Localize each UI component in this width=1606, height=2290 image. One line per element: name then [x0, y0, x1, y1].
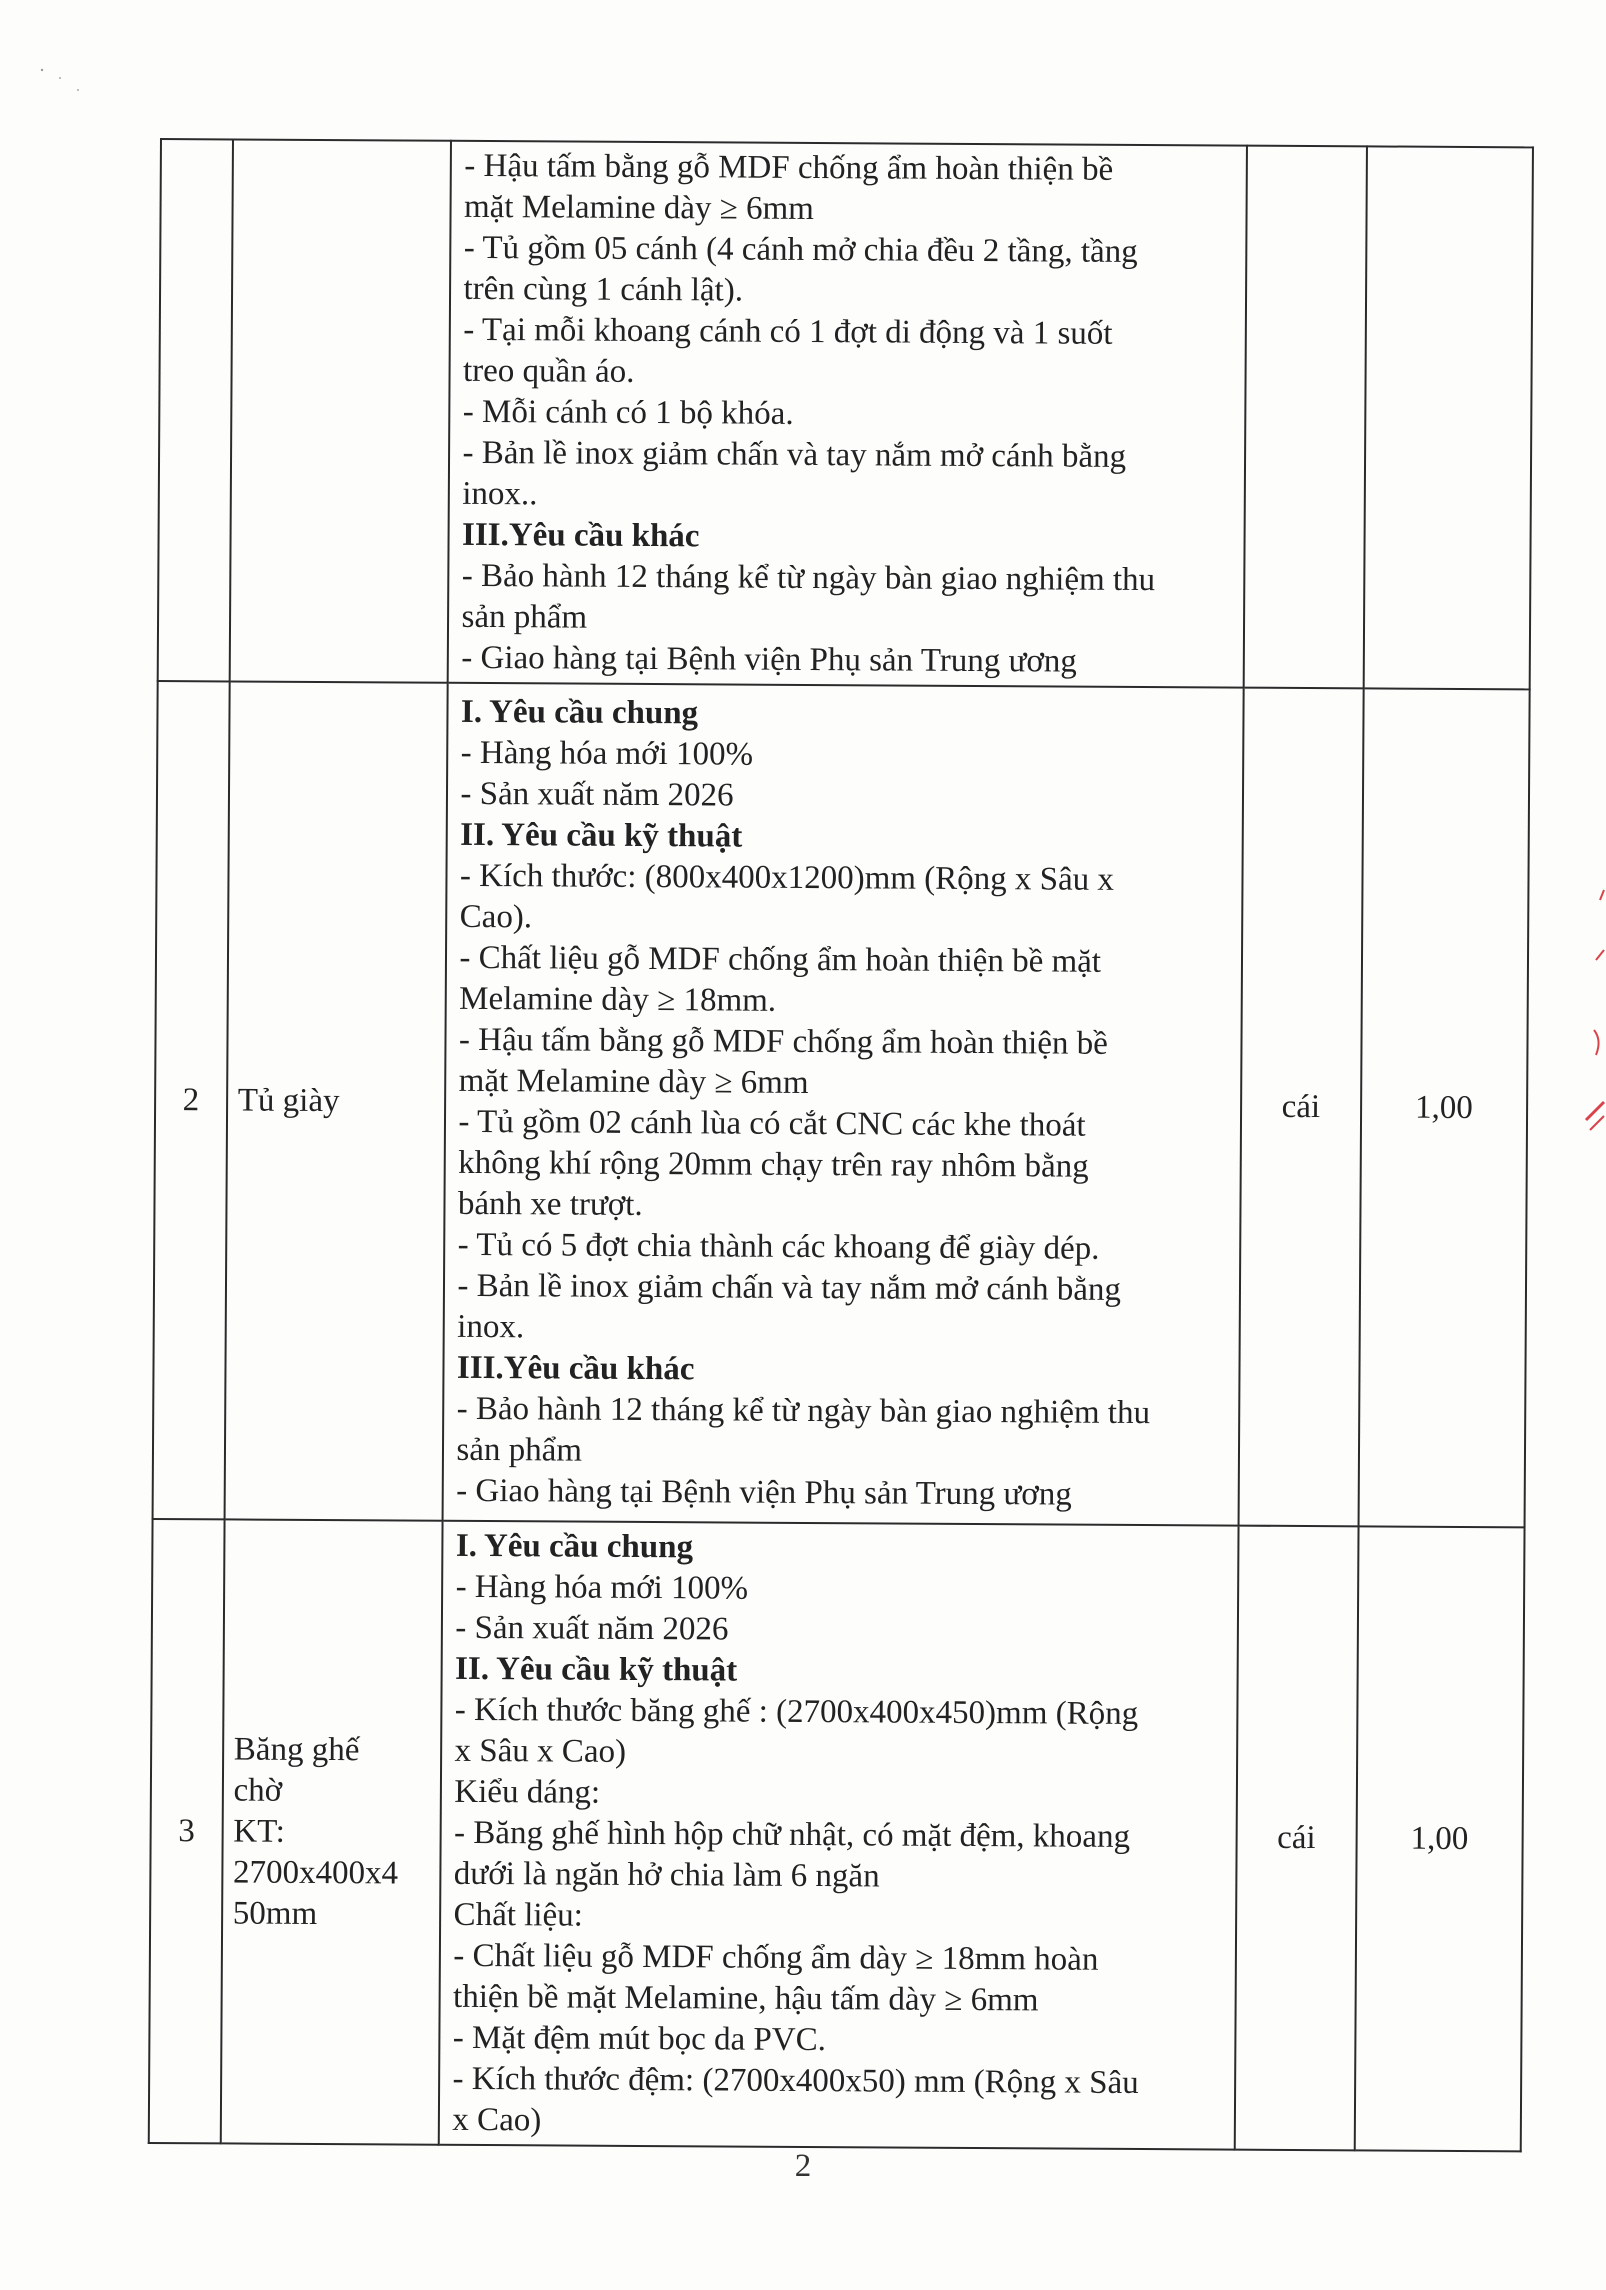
item-name-line: 50mm [232, 1894, 318, 1932]
spec-line: - Sản xuất năm 2026 [460, 775, 734, 814]
item-name-line: Băng ghế [233, 1730, 360, 1768]
scan-speck-marks [30, 60, 90, 100]
item-name-cell [224, 681, 448, 1520]
spec-line: - Tủ gồm 02 cánh lùa có cắt CNC các khe thoát [458, 1103, 1086, 1144]
item-number-cell: 3 [149, 1519, 224, 2143]
spec-section-heading: II. Yêu cầu kỹ thuật [460, 816, 743, 855]
item-specification-cell [448, 141, 1247, 688]
spec-line: - Mỗi cánh có 1 bộ khóa. [462, 393, 794, 432]
spec-line: - Bản lề inox giảm chấn và tay nắm mở cánh bằng [457, 1267, 1122, 1308]
quantity-cell [1363, 146, 1533, 689]
spec-line: x Cao) [452, 2101, 542, 2138]
spec-section-heading: II. Yêu cầu kỹ thuật [455, 1650, 738, 1689]
spec-line: - Giao hàng tại Bệnh viện Phụ sản Trung ương [461, 639, 1077, 680]
item-name-cell [229, 139, 451, 682]
table-row [149, 1519, 1525, 2151]
spec-line: Cao). [459, 898, 533, 936]
spec-line: dưới là ngăn hở chia làm 6 ngăn [453, 1855, 880, 1894]
spec-line: - Bảo hành 12 tháng kể từ ngày bàn giao nghiệm thu [461, 557, 1156, 598]
spec-section-heading: III.Yêu cầu khác [461, 516, 700, 554]
spec-line: - Kích thước đệm: (2700x400x50) mm (Rộng x Sâu [452, 2060, 1139, 2101]
item-number-cell: 2 [153, 681, 230, 1519]
spec-line: - Tủ có 5 đợt chia thành các khoang để giày dép. [457, 1226, 1100, 1267]
item-specification-cell [443, 683, 1244, 1526]
unit-cell: cái [1235, 1526, 1358, 2151]
spec-line: - Băng ghế hình hộp chữ nhật, có mặt đệm, khoang [454, 1814, 1131, 1855]
spec-line: x Sâu x Cao) [454, 1732, 627, 1770]
spec-section-heading: I. Yêu cầu chung [455, 1527, 694, 1565]
item-name-cell [220, 1519, 443, 2144]
spec-line: bánh xe trượt. [457, 1185, 643, 1223]
spec-line: không khí rộng 20mm chạy trên ray nhôm bằng [458, 1144, 1089, 1185]
spec-line: sản phẩm [456, 1431, 583, 1469]
spec-line: - Tại mỗi khoang cánh có 1 đợt di động và 1 suốt [463, 311, 1113, 352]
spec-line: inox. [457, 1308, 525, 1346]
quantity-cell: 1,00 [1358, 688, 1530, 1527]
item-number-cell [158, 139, 233, 681]
item-name-line: 2700x400x4 [232, 1853, 399, 1891]
item-name-line: Tủ giày [237, 1081, 340, 1119]
spec-line: - Chất liệu gỗ MDF chống ẩm hoàn thiện bề mặt [459, 939, 1102, 980]
page-number: 2 [794, 2148, 812, 2184]
spec-line: - Hàng hóa mới 100% [460, 734, 754, 773]
specification-table-body [149, 139, 1533, 2151]
spec-line: mặt Melamine dày ≥ 6mm [463, 188, 815, 227]
spec-line: - Sản xuất năm 2026 [455, 1609, 729, 1648]
spec-line: - Hậu tấm bằng gỗ MDF chống ẩm hoàn thiện bề [458, 1021, 1108, 1062]
item-name-line: KT: [233, 1812, 285, 1850]
spec-line: treo quần áo. [462, 352, 635, 390]
spec-line: - Giao hàng tại Bệnh viện Phụ sản Trung ương [456, 1472, 1072, 1513]
specification-table [148, 138, 1534, 2152]
spec-section-heading: I. Yêu cầu chung [460, 693, 699, 732]
spec-line: - Hàng hóa mới 100% [455, 1568, 749, 1607]
spec-line: - Tủ gồm 05 cánh (4 cánh mở chia đều 2 tầng, tầng [463, 229, 1138, 270]
unit-cell: cái [1239, 688, 1364, 1527]
spec-line: trên cùng 1 cánh lật). [463, 270, 744, 309]
spec-line: - Mặt đệm mút bọc da PVC. [452, 2019, 827, 2058]
spec-line: mặt Melamine dày ≥ 6mm [458, 1062, 809, 1101]
item-specification-cell [439, 1521, 1238, 2150]
spec-line: - Bảo hành 12 tháng kể từ ngày bàn giao nghiệm thu [456, 1390, 1151, 1432]
spec-line: - Chất liệu gỗ MDF chống ẩm dày ≥ 18mm hoàn [453, 1937, 1099, 1978]
unit-cell [1244, 146, 1367, 689]
spec-line: - Hậu tấm bằng gỗ MDF chống ẩm hoàn thiện bề [464, 147, 1114, 188]
table-row [153, 681, 1530, 1527]
spec-line: - Kích thước băng ghế : (2700x400x450)mm (Rộng [454, 1691, 1139, 1732]
spec-line: thiện bề mặt Melamine, hậu tấm dày ≥ 6mm [453, 1978, 1039, 2018]
quantity-cell: 1,00 [1354, 1526, 1524, 2151]
table-row [158, 139, 1533, 689]
spec-line: inox.. [462, 475, 538, 512]
red-stamp-edge [1566, 880, 1606, 1180]
spec-section-heading: III.Yêu cầu khác [456, 1349, 695, 1388]
spec-line: - Bản lề inox giảm chấn và tay nắm mở cánh bằng [462, 434, 1127, 475]
spec-line: Kiểu dáng: [454, 1773, 601, 1811]
spec-line: - Kích thước: (800x400x1200)mm (Rộng x Sâu x [459, 857, 1115, 898]
spec-line: Chất liệu: [453, 1896, 583, 1934]
spec-line: Melamine dày ≥ 18mm. [459, 980, 777, 1019]
spec-line: sản phẩm [461, 598, 588, 636]
item-name-line: chờ [233, 1771, 283, 1809]
